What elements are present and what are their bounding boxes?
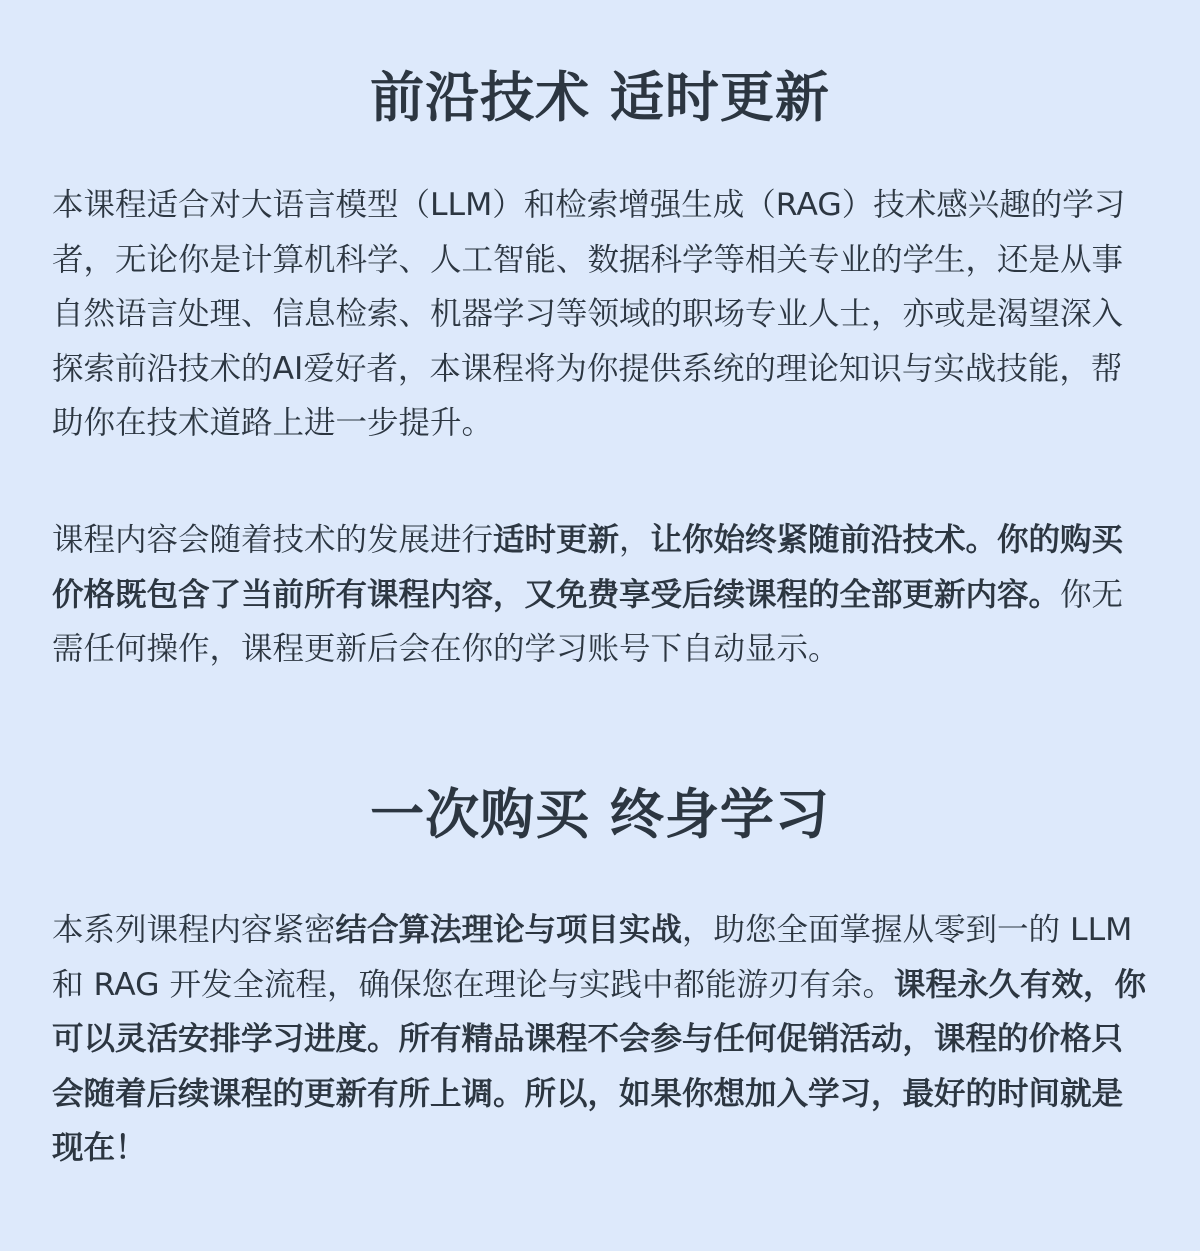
section-title-frontier-tech: 前沿技术 适时更新 [370, 66, 830, 129]
paragraph-text: 你无需任何操作，课程更新后会在你的学习账号下自动显示。 [52, 576, 1124, 667]
paragraph-text: 课程内容会随着技术的发展进行 [52, 522, 494, 558]
paragraph-text: 本系列课程内容紧密 [52, 912, 336, 948]
highlight-text: 适时更新 [493, 522, 620, 558]
paragraph-text: ， [619, 522, 651, 558]
paragraph-text: ，助您全面掌握从零到一的 LLM 和 RAG 开发全流程，确保您在理论与实践中都能游刃有余。 [52, 912, 1133, 1003]
paragraph-text: 本课程适合对大语言模型（LLM）和检索增强生成（RAG）技术感兴趣的学习者，无论你是计算机科学、人工智能、数据科学等相关专业的学生，还是从事自然语言处理、信息检索、机器学习等领域的职场专业人士，亦或是渴望深入探索前沿技术的AI爱好者，本课程将为你提供系统的理论知识与实战技能，帮助你在技术道路上进一步提升。 [52, 187, 1126, 441]
section-title-lifetime-learning: 一次购买 终身学习 [370, 783, 830, 846]
highlight-text: 结合算法理论与项目实战 [335, 912, 683, 948]
highlight-text: 课程永久有效，你可以灵活安排学习进度。所有精品课程不会参与任何促销活动，课程的价格只会随着后续课程的更新有所上调。所以，如果你想加入学习，最好的时间就是现在！ [52, 966, 1147, 1166]
highlight-text: 让你始终紧随前沿技术。你的购买价格既包含了当前所有课程内容，又免费享受后续课程的全部更新内容。 [52, 522, 1124, 613]
course-value-paragraph [52, 903, 1148, 1176]
course-audience-paragraph [52, 178, 1148, 451]
course-update-paragraph [52, 513, 1148, 677]
